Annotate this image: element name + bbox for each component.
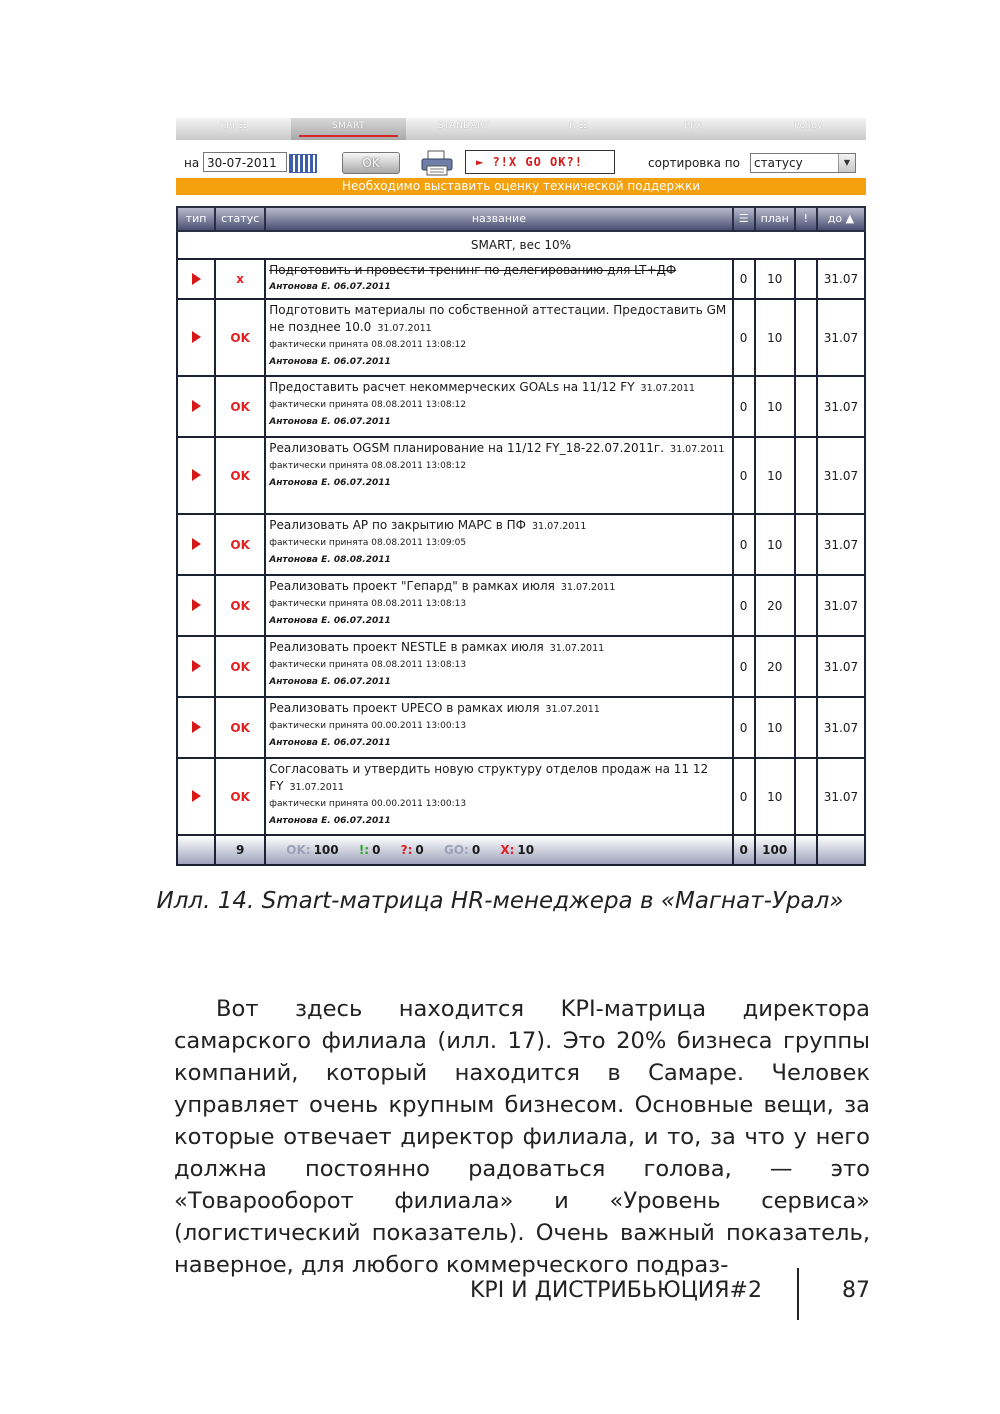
row-excl (795, 437, 817, 514)
running-footer-section: KPI И ДИСТРИБЬЮЦИЯ#2 (470, 1278, 762, 1303)
excl-total-label: !: (358, 843, 370, 857)
row-type-cell[interactable] (177, 758, 215, 835)
row-type-cell[interactable] (177, 437, 215, 514)
play-arrow-icon[interactable] (192, 721, 201, 733)
row-fact-accepted: фактически принята 08.08.2011 13:08:12 (269, 400, 467, 410)
row-author: Антонова Е. 06.07.2011 (269, 357, 391, 367)
row-fact-accepted: фактически принята 00.00.2011 13:00:13 (269, 721, 467, 731)
row-done: 0 (733, 259, 755, 299)
table-header-row (177, 207, 865, 231)
row-title[interactable]: Подготовить материалы по собственной аттестации. Предоставить GM не позднее 10.0 (269, 303, 727, 334)
group-title: SMART, вес 10% (177, 231, 865, 259)
table-row[interactable] (177, 376, 865, 437)
row-type-cell[interactable] (177, 514, 215, 575)
row-done: 0 (733, 376, 755, 437)
tab-6[interactable]: Policy (794, 121, 823, 131)
table-row[interactable] (177, 437, 865, 514)
play-arrow-icon[interactable] (192, 790, 201, 802)
tab-3[interactable]: STANDART (437, 121, 490, 131)
row-title-line (269, 700, 729, 718)
row-due: 31.07 (817, 636, 865, 697)
sort-label: сортировка по (648, 156, 740, 170)
tab-2[interactable]: SMART (291, 118, 406, 140)
table-row[interactable] (177, 259, 865, 299)
table-row[interactable] (177, 575, 865, 636)
calendar-icon[interactable] (289, 154, 317, 173)
footer-empty-cell (817, 835, 865, 865)
date-input[interactable]: 30-07-2011 (203, 152, 287, 172)
row-status[interactable]: OK (215, 575, 265, 636)
row-title-line (269, 440, 729, 458)
row-deadline: 31.07.2011 (289, 782, 344, 793)
row-title[interactable]: Реализовать OGSM планирование на 11/12 FY_18-22.07.2011г. (269, 441, 665, 455)
row-title-line (269, 262, 729, 279)
sort-select[interactable] (750, 153, 856, 173)
row-plan: 10 (755, 376, 795, 437)
row-excl (795, 636, 817, 697)
row-type-cell[interactable] (177, 697, 215, 758)
table-row[interactable] (177, 299, 865, 376)
row-done: 0 (733, 299, 755, 376)
row-author: Антонова Е. 08.08.2011 (269, 555, 391, 565)
row-fact-accepted: фактически принята 00.00.2011 13:00:13 (269, 799, 467, 809)
row-title[interactable]: Подготовить и провести тренинг по делегированию для LT+ДФ (269, 263, 677, 277)
excl-total-value: 0 (372, 843, 381, 857)
play-arrow-icon[interactable] (192, 469, 201, 481)
row-done: 0 (733, 514, 755, 575)
col-header-due[interactable]: до ▲ (817, 207, 865, 231)
row-status[interactable]: OK (215, 758, 265, 835)
row-status[interactable]: OK (215, 636, 265, 697)
question-total-label: ?: (400, 843, 413, 857)
row-due: 31.07 (817, 299, 865, 376)
row-excl (795, 376, 817, 437)
row-plan: 20 (755, 636, 795, 697)
footer-count: 9 (215, 835, 265, 865)
row-name-cell[interactable] (265, 758, 732, 835)
x-total-label: X: (500, 843, 515, 857)
row-name-cell[interactable] (265, 636, 732, 697)
row-title[interactable]: Реализовать проект NESTLE в рамках июля (269, 640, 544, 654)
row-title[interactable]: Реализовать АР по закрытию МАРС в ПФ (269, 518, 526, 532)
row-title[interactable]: Предоставить расчет некоммерческих GOALs на 11/12 FY (269, 380, 635, 394)
row-status[interactable]: OK (215, 299, 265, 376)
question-total-value: 0 (415, 843, 424, 857)
play-arrow-icon[interactable] (192, 660, 201, 672)
row-title-line (269, 761, 729, 796)
row-author: Антонова Е. 06.07.2011 (269, 616, 391, 626)
row-author: Антонова Е. 06.07.2011 (269, 677, 391, 687)
ok-total-label: OK: (286, 843, 311, 857)
play-arrow-icon[interactable] (192, 599, 201, 611)
row-fact-accepted: фактически принята 08.08.2011 13:08:13 (269, 660, 467, 670)
footer-divider (797, 1268, 799, 1320)
table-row[interactable] (177, 514, 865, 575)
row-due: 31.07 (817, 697, 865, 758)
row-excl (795, 697, 817, 758)
row-title[interactable]: Реализовать проект "Гепард" в рамках июля (269, 579, 555, 593)
col-header-excl[interactable]: ! (795, 207, 817, 231)
row-author: Антонова Е. 06.07.2011 (269, 738, 391, 748)
notice-banner: Необходимо выставить оценку технической поддержки (176, 178, 866, 195)
row-plan: 10 (755, 514, 795, 575)
row-type-cell[interactable] (177, 636, 215, 697)
row-status[interactable]: x (215, 259, 265, 299)
tab-1[interactable]: KPI ☷ (219, 121, 248, 131)
row-status[interactable]: OK (215, 514, 265, 575)
row-deadline: 31.07.2011 (545, 704, 600, 715)
row-excl (795, 299, 817, 376)
table-row[interactable] (177, 697, 865, 758)
footer-summary (265, 835, 732, 865)
row-fact-accepted: фактически принята 08.08.2011 13:08:12 (269, 340, 467, 350)
row-title-line (269, 302, 729, 337)
row-done: 0 (733, 636, 755, 697)
page-number: 87 (842, 1278, 870, 1303)
date-label: на (184, 156, 200, 170)
kpi-app-screenshot (176, 118, 866, 864)
figure-caption: Илл. 14. Smart-матрица HR-менеджера в «Магнат-Урал» (156, 888, 844, 914)
row-done: 0 (733, 697, 755, 758)
group-row (177, 231, 865, 259)
footer-empty-cell (177, 835, 215, 865)
row-fact-accepted: фактически принята 08.08.2011 13:08:12 (269, 461, 467, 471)
row-status[interactable]: OK (215, 437, 265, 514)
tab-4[interactable]: R ☷ (569, 121, 588, 131)
row-fact-accepted: фактически принята 08.08.2011 13:09:05 (269, 538, 467, 548)
row-done: 0 (733, 575, 755, 636)
row-type-cell[interactable] (177, 299, 215, 376)
row-name-cell[interactable] (265, 697, 732, 758)
row-done: 0 (733, 437, 755, 514)
toolbar (176, 148, 866, 178)
row-due: 31.07 (817, 575, 865, 636)
row-deadline: 31.07.2011 (560, 582, 616, 593)
row-plan: 20 (755, 575, 795, 636)
tab-bar (176, 118, 866, 140)
col-header-name[interactable]: название (265, 207, 732, 231)
row-due: 31.07 (817, 514, 865, 575)
play-arrow-icon[interactable] (192, 331, 201, 343)
tab-5[interactable]: PFX (684, 121, 703, 131)
table-row[interactable] (177, 636, 865, 697)
row-excl (795, 259, 817, 299)
smart-matrix-table (176, 206, 866, 866)
row-excl (795, 758, 817, 835)
footer-empty-cell (795, 835, 817, 865)
row-plan: 10 (755, 259, 795, 299)
row-due: 31.07 (817, 259, 865, 299)
col-header-plan[interactable]: план (755, 207, 795, 231)
play-arrow-icon[interactable] (192, 273, 201, 285)
row-name-cell[interactable] (265, 437, 732, 514)
row-author: Антонова Е. 06.07.2011 (269, 478, 391, 488)
row-deadline: 31.07.2011 (640, 383, 695, 394)
ok-total-value: 100 (313, 843, 339, 857)
play-arrow-icon[interactable] (192, 538, 201, 550)
play-arrow-icon[interactable] (192, 400, 201, 412)
row-plan: 10 (755, 758, 795, 835)
row-fact-accepted: фактически принята 08.08.2011 13:08:13 (269, 599, 467, 609)
table-footer-row (177, 835, 865, 865)
row-title[interactable]: Реализовать проект UPECO в рамках июля (269, 701, 540, 715)
sort-select-value: статусу (754, 156, 803, 170)
x-total-value: 10 (517, 843, 535, 857)
printer-icon[interactable] (420, 150, 454, 176)
row-title[interactable]: Согласовать и утвердить новую структуру отделов продаж на 11 12 FY (269, 762, 709, 793)
row-name-cell[interactable] (265, 299, 732, 376)
row-deadline: 31.07.2011 (549, 643, 605, 654)
go-total-label: GO: (443, 843, 469, 857)
table-row[interactable] (177, 758, 865, 835)
col-header-type[interactable]: тип (177, 207, 215, 231)
row-deadline: 31.07.2011 (532, 521, 587, 532)
row-author: Антонова Е. 06.07.2011 (269, 417, 391, 427)
row-type-cell[interactable] (177, 376, 215, 437)
row-name-cell[interactable] (265, 575, 732, 636)
row-due: 31.07 (817, 376, 865, 437)
row-due: 31.07 (817, 758, 865, 835)
status-filter-box[interactable]: ► ?!X GO OK?! (465, 150, 615, 174)
row-type-cell[interactable] (177, 575, 215, 636)
row-name-cell[interactable] (265, 514, 732, 575)
body-text: Вот здесь находится KPI-матрица директора самарского филиала (илл. 17). Это 20% бизнеса группы компаний, который находится в Самаре. Человек управляет очень крупным бизнесом. Основные вещи, за которые отвечает директор филиала, и то, за что у него должна постоянно радоваться голова, — это «Товарооборот филиала» и «Уровень сервиса» (логистический показатель). Очень важный показатель, наверное, для любого коммерческого подраз- (174, 996, 870, 1278)
row-author: Антонова Е. 06.07.2011 (269, 816, 391, 826)
row-type-cell[interactable] (177, 259, 215, 299)
row-title-line (269, 639, 729, 657)
row-title-line (269, 517, 729, 535)
chevron-down-icon[interactable]: ▼ (838, 154, 855, 172)
row-plan: 10 (755, 437, 795, 514)
row-excl (795, 575, 817, 636)
col-header-flag[interactable]: ☰ (733, 207, 755, 231)
row-author: Антонова Е. 06.07.2011 (269, 282, 391, 292)
body-paragraph (174, 993, 870, 1281)
ok-button[interactable]: OK (342, 152, 400, 174)
footer-done-total: 0 (733, 835, 755, 865)
row-deadline: 31.07.2011 (377, 323, 432, 334)
row-done: 0 (733, 758, 755, 835)
row-title-line (269, 578, 729, 596)
row-plan: 10 (755, 299, 795, 376)
row-name-cell[interactable] (265, 259, 732, 299)
row-name-cell[interactable] (265, 376, 732, 437)
row-plan: 10 (755, 697, 795, 758)
row-status[interactable]: OK (215, 376, 265, 437)
row-deadline: 31.07.2011 (670, 444, 725, 455)
row-excl (795, 514, 817, 575)
row-due: 31.07 (817, 437, 865, 514)
go-total-value: 0 (471, 843, 481, 857)
col-header-status[interactable]: статус (215, 207, 265, 231)
row-status[interactable]: OK (215, 697, 265, 758)
footer-plan-total: 100 (755, 835, 795, 865)
row-title-line (269, 379, 729, 397)
